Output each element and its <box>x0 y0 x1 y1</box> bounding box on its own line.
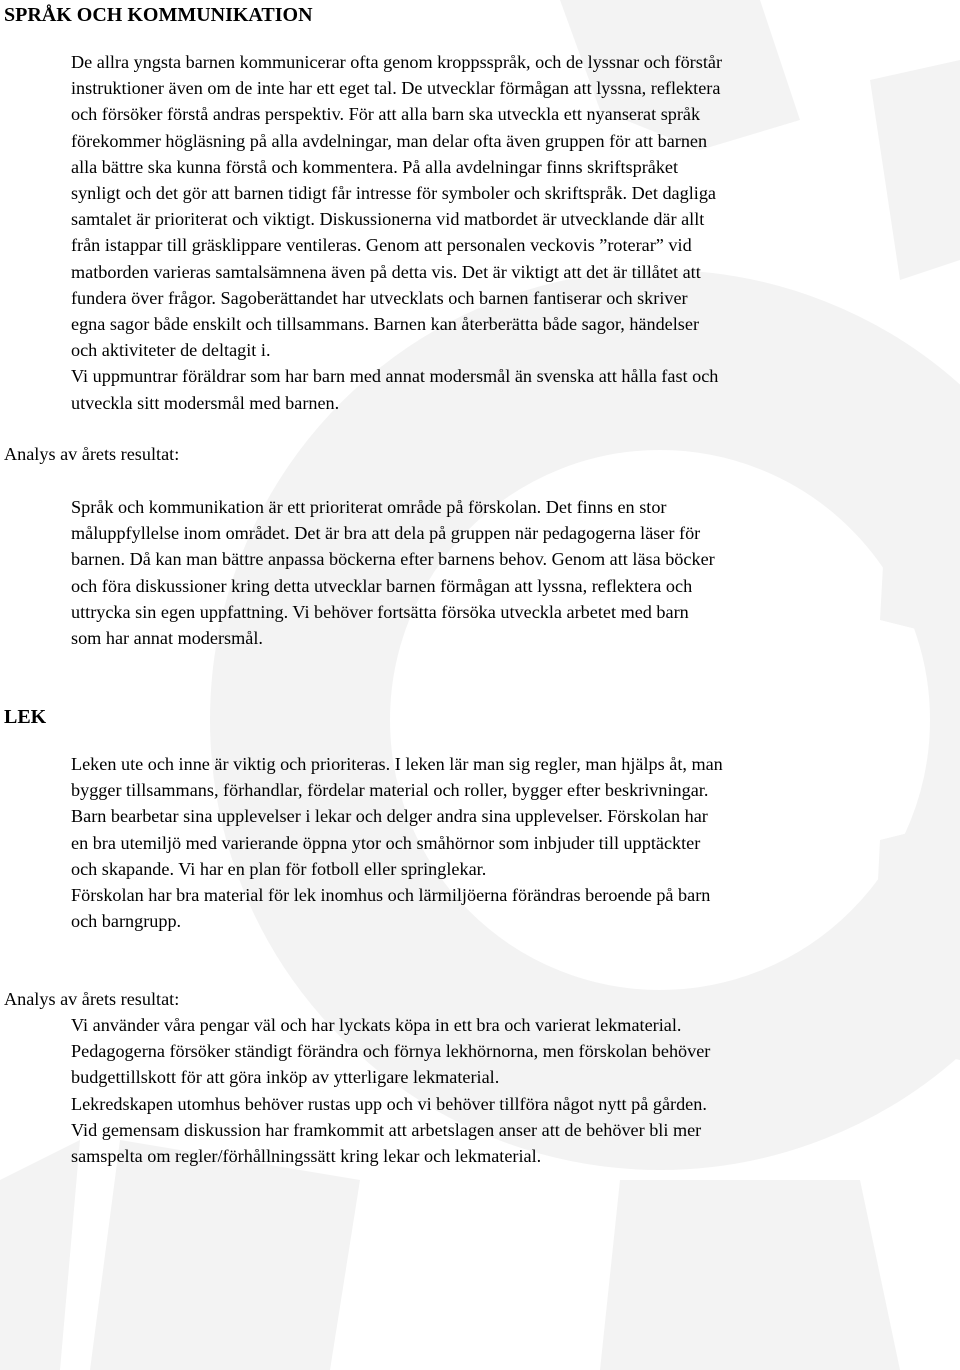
analys-label-sprak: Analys av årets resultat: <box>4 444 180 464</box>
text-line: som har annat modersmål. <box>71 628 263 649</box>
text-line: Vi uppmuntrar föräldrar som har barn med annat modersmål än svenska att hålla fast och <box>71 366 719 387</box>
text-line: och föra diskussioner kring detta utvecklar barnen förmågan att lyssna, reflektera och <box>71 575 693 596</box>
text-line: Lekredskapen utomhus behöver rustas upp och vi behöver tillföra något nytt på gården. <box>71 1093 707 1114</box>
text-line: barnen. Då kan man bättre anpassa böckerna efter barnens behov. Genom att läsa böcker <box>71 549 715 570</box>
text-line: uttrycka sin egen uppfattning. Vi behöver fortsätta försöka utveckla arbetet med barn <box>71 601 689 622</box>
text-line: bygger tillsammans, förhandlar, fördelar material och roller, bygger efter beskrivningar. <box>71 780 709 801</box>
text-line: matborden varieras samtalsämnena även på detta vis. Det är viktigt att det är tillåtet att <box>71 261 701 282</box>
text-line: samspelta om regler/förhållningssätt kring lekar och lekmaterial. <box>71 1146 542 1167</box>
lek-body-paragraph <box>71 751 960 934</box>
text-line: och barngrupp. <box>71 911 182 932</box>
lek-analys-paragraph <box>71 1012 960 1169</box>
section-heading-lek: LEK <box>4 706 47 728</box>
text-line: Förskolan har bra material för lek inomhus och lärmiljöerna förändras beroende på barn <box>71 885 711 906</box>
text-line: synligt och det gör att barnen tidigt får intresse för symboler och skriftspråk. Det dagliga <box>71 183 716 204</box>
text-line: Vid gemensam diskussion har framkommit att arbetslagen anser att de behöver bli mer <box>71 1119 702 1140</box>
text-line: alla bättre ska kunna förstå och kommentera. På alla avdelningar finns skriftspråket <box>71 156 679 177</box>
text-line: Språk och kommunikation är ett prioriterat område på förskolan. Det finns en stor <box>71 497 667 517</box>
sprak-body-paragraph <box>71 49 960 416</box>
text-line: en bra utemiljö med varierande öppna ytor och småhörnor som inbjuder till upptäckter <box>71 832 701 853</box>
text-line: och skapande. Vi har en plan för fotboll eller springlekar. <box>71 858 487 879</box>
text-line: budgettillskott för att göra inköp av ytterligare lekmaterial. <box>71 1067 500 1088</box>
text-line: förekommer högläsning på alla avdelningar, man delar ofta även gruppen för att barnen <box>71 130 708 151</box>
text-line: och aktiviteter de deltagit i. <box>71 340 271 361</box>
text-line: Vi använder våra pengar väl och har lyckats köpa in ett bra och varierat lekmaterial. <box>71 1015 682 1035</box>
text-line: Barn bearbetar sina upplevelser i lekar och delger andra sina upplevelser. Förskolan har <box>71 806 708 827</box>
section-heading-sprak: SPRÅK OCH KOMMUNIKATION <box>4 4 313 26</box>
text-line: fundera över frågor. Sagoberättandet har utvecklats och barnen fantiserar och skriver <box>71 287 688 308</box>
text-line: utveckla sitt modersmål med barnen. <box>71 392 340 413</box>
text-line: och försöker förstå andras perspektiv. För att alla barn ska utveckla ett nyanserat språk <box>71 104 701 125</box>
text-line: Pedagogerna försöker ständigt förändra och förnya lekhörnorna, men förskolan behöver <box>71 1041 711 1062</box>
text-line: De allra yngsta barnen kommunicerar ofta genom kroppsspråk, och de lyssnar och förstår <box>71 52 723 72</box>
text-line: måluppfyllelse inom området. Det är bra att dela på gruppen när pedagogerna läser för <box>71 523 701 544</box>
text-line: egna sagor både enskilt och tillsammans. Barnen kan återberätta både sagor, händelser <box>71 314 700 335</box>
sprak-analys-paragraph <box>71 494 960 651</box>
text-line: samtalet är prioriterat och viktigt. Diskussionerna vid matbordet är utvecklande där allt <box>71 209 705 230</box>
analys-label-lek: Analys av årets resultat: <box>4 989 180 1009</box>
text-line: från istappar till gräsklippare ventileras. Genom att personalen veckovis ”roterar” vid <box>71 235 692 256</box>
text-line: Leken ute och inne är viktig och prioriteras. I leken lär man sig regler, man hjälps åt, man <box>71 754 723 774</box>
text-line: instruktioner även om de inte har ett eget tal. De utvecklar förmågan att lyssna, reflektera <box>71 78 721 99</box>
